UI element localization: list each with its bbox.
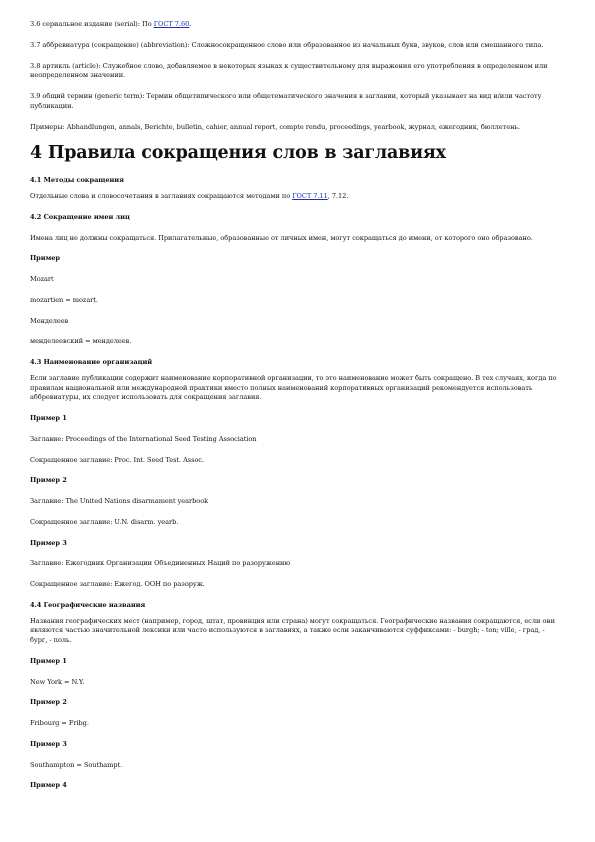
example-4-2-line-1: Mozart: [30, 275, 54, 283]
document-page: [30, 20, 562, 802]
example-4-4-2: Fribourg = Fribg.: [30, 719, 89, 727]
paragraph-4-1-tail: , 7.12.: [327, 192, 349, 200]
heading-4-3: 4.3 Наименование организаций: [30, 358, 153, 366]
heading-4-2: 4.2 Сокращение имен лиц: [30, 212, 130, 221]
paragraph-4-3: Если заглавие публикации содержит наименование корпоративной организации, то это наименование может быть сокращено. В тех случаях, когда по правилам национальной или международной практики вместо полных наименований корпоративных организаций рекомендуется использовать аббревиатуры, их следует использовать для сокращения заглавия.: [30, 373, 557, 402]
example-4-3-3-title: Заглавие: Ежегодник Организации Объединенных Наций по разоружению: [30, 559, 291, 568]
example-4-3-2-title: Заглавие: The United Nations disarmament yearbook: [30, 497, 209, 505]
paragraph-4-4: Названия географических мест (например, город, штат, провинция или страна) могут сокращаться. Географические названия сокращаются, если они являются частью значительной лексики или часто используются в заглавиях, а также если заканчиваются суффиксами: - burgh; - ton; ville, - град, - бург, - поль.: [30, 616, 555, 644]
definition-3-6-text: 3.6 сериальное издание (serial): По: [30, 20, 154, 28]
section-4-title: 4 Правила сокращения слов в заглавиях: [30, 143, 446, 164]
example-3-label-4-4: Пример 3: [30, 739, 67, 748]
example-4-3-1-title: Заглавие: Proceedings of the International Seed Testing Association: [30, 434, 257, 443]
gost-7-11-link[interactable]: ГОСТ 7.11: [292, 192, 328, 200]
example-4-4-3: Southampton = Southampt.: [30, 760, 123, 769]
paragraph-4-1-text: Отдельные слова и словосочетания в заглавиях сокращаются методами по: [30, 192, 293, 200]
example-2-label-4-3: Пример 2: [30, 476, 67, 485]
definition-3-7: 3.7 аббревиатура (сокращение) (abbreviation): Сложносокращенное слово или образованное из начальных букв, звуков, слов или смешанного типа.: [30, 40, 544, 49]
example-1-label-4-3: Пример 1: [30, 414, 67, 422]
definition-3-9: 3.9 общий термин (generic term): Термин общетипического или общетематического значения в заглавии, который указывает на вид и/или частоту публикации.: [30, 92, 542, 110]
examples-general: Примеры: Abhandlungen, annals, Berichte, bulletin, cahier, annual report, compte rendu, proceedings, yearbook, журнал, ежегодник, бюллетень.: [30, 122, 521, 131]
example-2-label-4-4: Пример 2: [30, 698, 67, 707]
example-4-3-3-abbrev: Сокращенное заглавие: Ежегод. ООН по разоруж.: [30, 580, 205, 588]
example-4-4-1: New York = N.Y.: [30, 677, 85, 686]
example-4-label-4-4: Пример 4: [30, 781, 67, 790]
definition-3-8: 3.8 артикль (article): Служебное слово, добавляемое в некоторых языках к существительному для выражения его употребления в определенном или неопределенном значении.: [30, 61, 548, 80]
example-4-3-1-abbrev: Сокращенное заглавие: Proc. Int. Seed Test. Assoc.: [30, 455, 205, 464]
example-3-label-4-3: Пример 3: [30, 538, 67, 547]
example-4-2-line-3: Менделеев: [30, 316, 69, 325]
paragraph-4-1: [30, 192, 562, 202]
paragraph-4-2: Имена лиц не должны сокращаться. Прилагательные, образованные от личных имен, могут сокращаться до имени, от которого оно образовано.: [30, 233, 533, 242]
example-4-2-line-2: mozartien = mozart.: [30, 295, 98, 304]
heading-4-4: 4.4 Географические названия: [30, 600, 146, 609]
example-4-2-line-4: менделеевский = менделеев.: [30, 337, 132, 346]
definition-3-6: [30, 20, 562, 30]
gost-7-60-link[interactable]: ГОСТ 7.60: [153, 20, 190, 28]
example-label-4-2: Пример: [30, 254, 60, 263]
example-1-label-4-4: Пример 1: [30, 656, 67, 665]
definition-3-6-tail: .: [189, 20, 192, 28]
heading-4-1: 4.1 Методы сокращения: [30, 176, 124, 185]
example-4-3-2-abbrev: Сокращенное заглавие: U.N. disarm. yearb.: [30, 517, 179, 526]
